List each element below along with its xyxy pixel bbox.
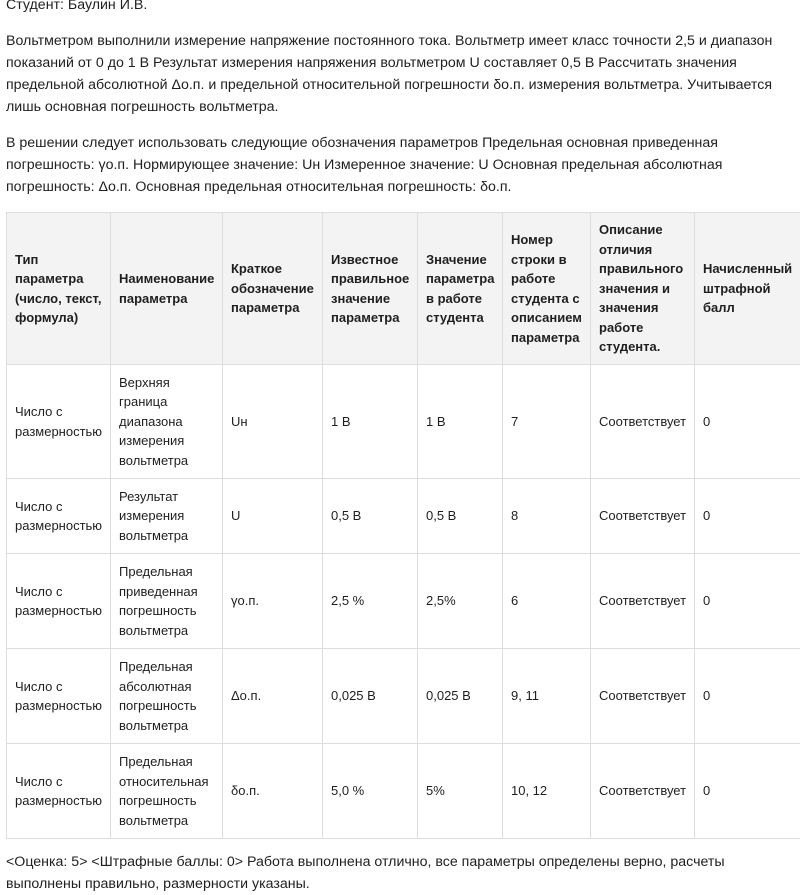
cell-short-notation: Uн [223,365,323,479]
table-row [7,554,800,649]
evaluation-table [6,212,800,839]
cell-correct-value: 0,025 В [323,649,418,744]
header-difference-description: Описание отличия правильного значения и значения работе студента. [591,213,695,365]
table-row [7,479,800,554]
cell-short-notation: δо.п. [223,744,323,839]
table-row [7,744,800,839]
cell-difference-description: Соответствует [591,479,695,554]
header-student-value: Значение параметра в работе студента [418,213,503,365]
cell-penalty-score: 0 [695,365,800,479]
table-header-row [7,213,800,365]
cell-line-number: 7 [503,365,591,479]
cell-line-number: 8 [503,479,591,554]
table-row [7,365,800,479]
cell-correct-value: 5,0 % [323,744,418,839]
cell-penalty-score: 0 [695,554,800,649]
cell-param-type: Число с размерностью [7,479,111,554]
cell-param-name: Верхняя граница диапазона измерения вольтметра [111,365,223,479]
cell-param-name: Результат измерения вольтметра [111,479,223,554]
cell-param-name: Предельная относительная погрешность вольтметра [111,744,223,839]
header-correct-value: Известное правильное значение параметра [323,213,418,365]
header-param-type: Тип параметра (число, текст, формула) [7,213,111,365]
cell-short-notation: γо.п. [223,554,323,649]
cell-param-name: Предельная абсолютная погрешность вольтметра [111,649,223,744]
cell-penalty-score: 0 [695,744,800,839]
cell-student-value: 0,5 В [418,479,503,554]
cell-line-number: 10, 12 [503,744,591,839]
cell-line-number: 9, 11 [503,649,591,744]
cell-difference-description: Соответствует [591,554,695,649]
cell-short-notation: U [223,479,323,554]
cell-student-value: 0,025 В [418,649,503,744]
cell-penalty-score: 0 [695,649,800,744]
cell-difference-description: Соответствует [591,365,695,479]
cell-penalty-score: 0 [695,479,800,554]
header-penalty-score: Начисленный штрафной балл [695,213,800,365]
cell-line-number: 6 [503,554,591,649]
cell-param-type: Число с размерностью [7,554,111,649]
cell-student-value: 1 В [418,365,503,479]
student-name: Студент: Баулин И.В. [6,0,794,16]
cell-correct-value: 0,5 В [323,479,418,554]
cell-short-notation: Δо.п. [223,649,323,744]
header-param-name: Наименование параметра [111,213,223,365]
header-line-number: Номер строки в работе студента с описанием параметра [503,213,591,365]
cell-student-value: 5% [418,744,503,839]
cell-param-type: Число с размерностью [7,365,111,479]
document-page [6,0,794,895]
cell-difference-description: Соответствует [591,744,695,839]
cell-correct-value: 1 В [323,365,418,479]
cell-difference-description: Соответствует [591,649,695,744]
cell-param-name: Предельная приведенная погрешность вольтметра [111,554,223,649]
cell-param-type: Число с размерностью [7,649,111,744]
task-description: Вольтметром выполнили измерение напряжение постоянного тока. Вольтметр имеет класс точности 2,5 и диапазон показаний от 0 до 1 В Результат измерения напряжения вольтметром U составляет 0,5 В Рассчитать значения предельной абсолютной Δо.п. и предельной относительной погрешности δо.п. измерения вольтметра. Учитывается лишь основная погрешность вольтметра. [6,30,794,118]
cell-correct-value: 2,5 % [323,554,418,649]
grading-summary: <Оценка: 5> <Штрафные баллы: 0> Работа выполнена отлично, все параметры определены верно, расчеты выполнены правильно, размерности указаны. [6,851,794,895]
table-row [7,649,800,744]
notation-instructions: В решении следует использовать следующие обозначения параметров Предельная основная приведенная погрешность: γо.п. Нормирующее значение: Uн Измеренное значение: U Основная предельная абсолютная погрешность: Δо.п. Основная предельная относительная погрешность: δо.п. [6,132,794,198]
cell-param-type: Число с размерностью [7,744,111,839]
cell-student-value: 2,5% [418,554,503,649]
header-short-notation: Краткое обозначение параметра [223,213,323,365]
